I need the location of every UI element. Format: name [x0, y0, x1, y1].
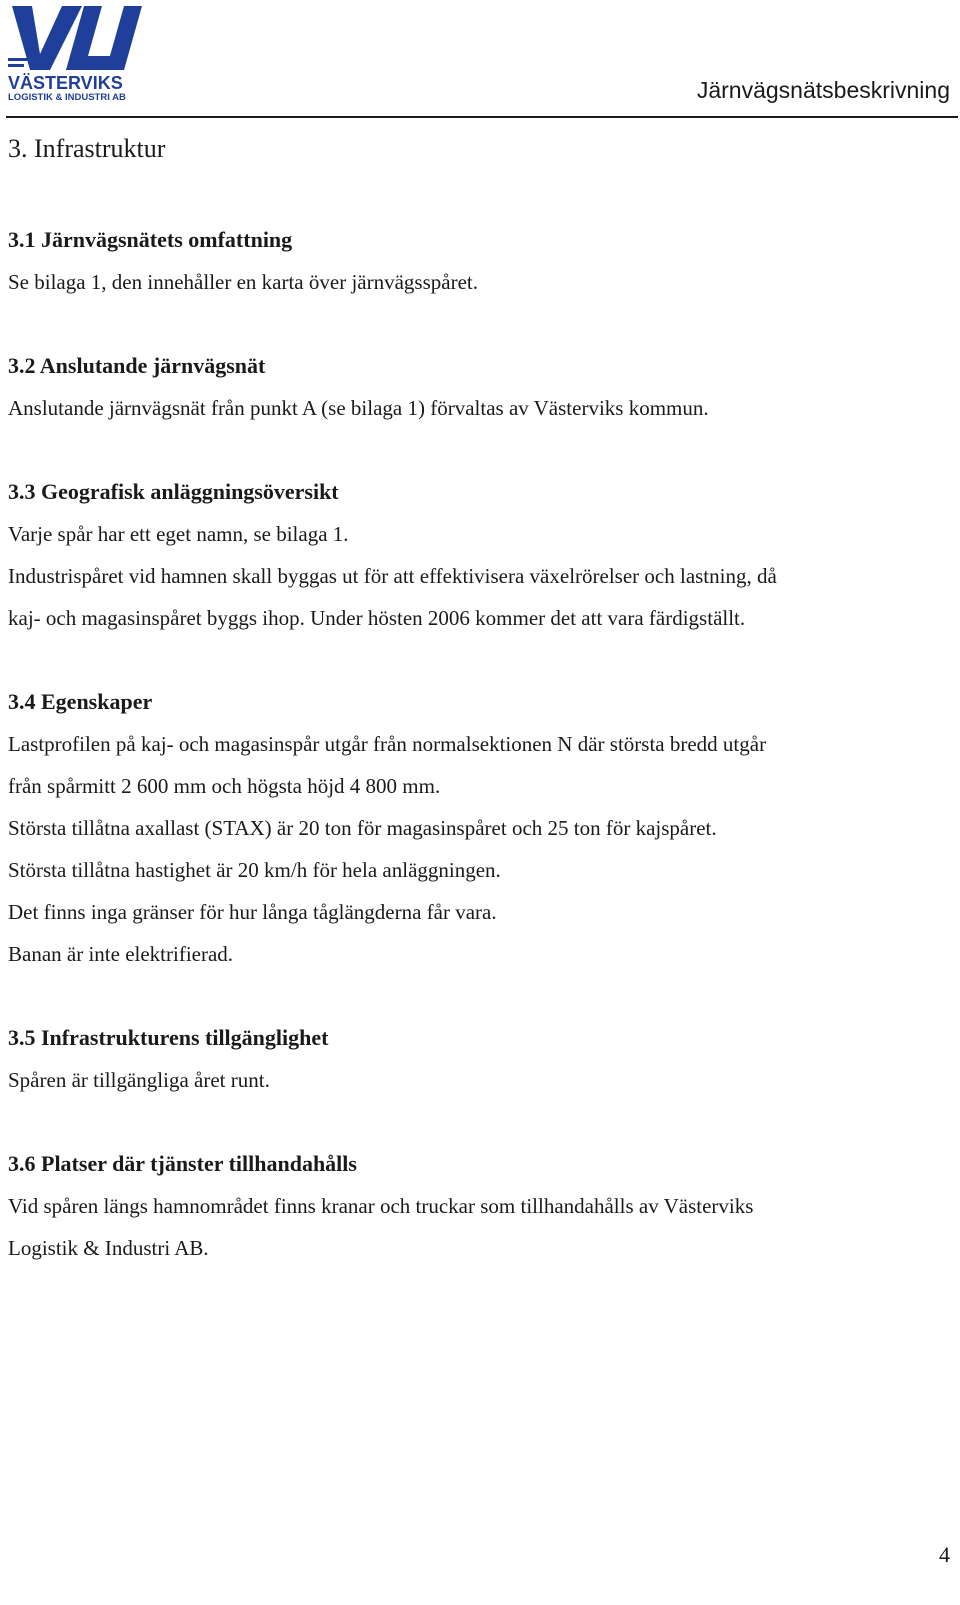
- company-logo: [6, 2, 158, 102]
- chapter-title: 3. Infrastruktur: [8, 134, 166, 163]
- section-text-line: Banan är inte elektrifierad.: [8, 942, 234, 966]
- section-text-line: från spårmitt 2 600 mm och högsta höjd 4 800 mm.: [8, 774, 441, 798]
- section-text-line: Lastprofilen på kaj- och magasinspår utgår från normalsektionen N där största bredd utgår: [8, 732, 767, 756]
- section-heading: 3.4 Egenskaper: [8, 689, 153, 714]
- section: [8, 1017, 938, 1101]
- section-heading: 3.5 Infrastrukturens tillgänglighet: [8, 1025, 329, 1050]
- section-heading: 3.2 Anslutande järnvägsnät: [8, 353, 266, 378]
- vli-logo-graphic: [6, 2, 158, 102]
- section-text-line: Industrispåret vid hamnen skall byggas ut för att effektivisera växelrörelser och lastning, då: [8, 564, 777, 588]
- section-text-line: Det finns inga gränser för hur långa tåglängderna får vara.: [8, 900, 497, 924]
- page-number: 4: [939, 1542, 950, 1567]
- document-body: [8, 219, 938, 1311]
- section: [8, 345, 938, 429]
- section-text-line: Se bilaga 1, den innehåller en karta över järnvägsspåret.: [8, 270, 478, 294]
- section-heading: 3.3 Geografisk anläggningsöversikt: [8, 479, 339, 504]
- section-text-line: Vid spåren längs hamnområdet finns kranar och truckar som tillhandahålls av Västerviks: [8, 1194, 754, 1218]
- logo-company-subname: LOGISTIK & INDUSTRI AB: [8, 92, 126, 102]
- section-text-line: Logistik & Industri AB.: [8, 1236, 209, 1260]
- section-text-line: Varje spår har ett eget namn, se bilaga 1.: [8, 522, 349, 546]
- section: [8, 471, 938, 639]
- document-title: Järnvägsnätsbeskrivning: [696, 77, 950, 103]
- section: [8, 681, 938, 975]
- section-heading: 3.6 Platser där tjänster tillhandahålls: [8, 1151, 357, 1176]
- header-divider: [6, 116, 958, 118]
- section-text-line: Spåren är tillgängliga året runt.: [8, 1068, 270, 1092]
- section-text-line: Anslutande järnvägsnät från punkt A (se bilaga 1) förvaltas av Västerviks kommun.: [8, 396, 709, 420]
- logo-company-name: VÄSTERVIKS: [8, 73, 123, 93]
- section-text-line: Största tillåtna hastighet är 20 km/h för hela anläggningen.: [8, 858, 501, 882]
- section-heading: 3.1 Järnvägsnätets omfattning: [8, 227, 293, 252]
- section-text-line: Största tillåtna axallast (STAX) är 20 ton för magasinspåret och 25 ton för kajspåret.: [8, 816, 717, 840]
- section-text-line: kaj- och magasinspåret byggs ihop. Under hösten 2006 kommer det att vara färdigställt.: [8, 606, 746, 630]
- section: [8, 219, 938, 303]
- section: [8, 1143, 938, 1269]
